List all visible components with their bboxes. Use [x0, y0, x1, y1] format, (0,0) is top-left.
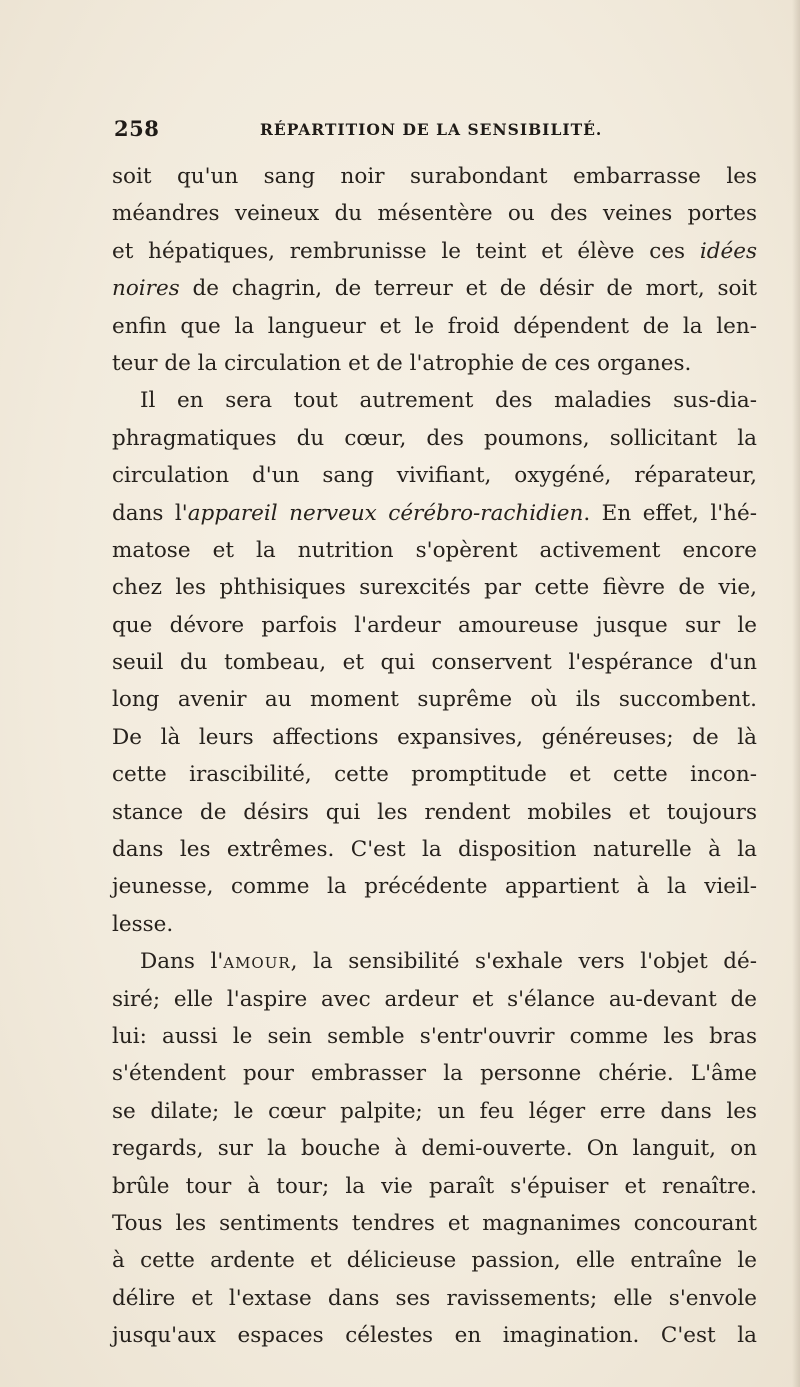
text-line: soit qu'un sang noir surabondant embarrasse les [112, 164, 757, 189]
italic-phrase: idées [699, 238, 757, 264]
text-line: lesse. [112, 911, 174, 937]
text-line: Dans l'AMOUR, la sensibilité s'exhale vers l'objet dé- [140, 949, 757, 975]
text-line: regards, sur la bouche à demi-ouverte. On languit, on [112, 1136, 757, 1162]
text-line: dans l'appareil nerveux cérébro-rachidien. En effet, l'hé- [112, 500, 757, 526]
text-line: cette irascibilité, cette promptitude et cette incon- [112, 762, 757, 788]
text-line: seuil du tombeau, et qui conservent l'espérance d'un [112, 650, 757, 676]
text-line: à cette ardente et délicieuse passion, elle entraîne le [112, 1248, 757, 1274]
small-caps-word: AMOUR [223, 954, 291, 973]
running-head [112, 116, 752, 146]
text-line: et hépatiques, rembrunisse le teint et élève ces idées [112, 238, 757, 264]
text-line: s'étendent pour embrasser la personne chérie. L'âme [112, 1061, 757, 1087]
running-title: RÉPARTITION DE LA SENSIBILITÉ. [260, 120, 603, 139]
text-line: brûle tour à tour; la vie paraît s'épuiser et renaître. [112, 1173, 757, 1199]
text-line: chez les phthisiques surexcités par cette fièvre de vie, [112, 575, 757, 601]
text-line: circulation d'un sang vivifiant, oxygéné, réparateur, [112, 463, 757, 489]
text-line: Il en sera tout autrement des maladies sus-dia- [140, 388, 757, 414]
text-line: teur de la circulation et de l'atrophie de ces organes. [112, 350, 692, 376]
text-line: dans les extrêmes. C'est la disposition naturelle à la [112, 837, 757, 863]
text-line: siré; elle l'aspire avec ardeur et s'élance au-devant de [112, 986, 757, 1012]
text-line: jusqu'aux espaces célestes en imagination. C'est la [112, 1323, 757, 1349]
text-line: méandres veineux du mésentère ou des veines portes [112, 201, 757, 227]
text-line: De là leurs affections expansives, généreuses; de là [112, 724, 757, 750]
text-line: stance de désirs qui les rendent mobiles et toujours [112, 799, 757, 825]
text-line: jeunesse, comme la précédente appartient à la vieil- [112, 874, 757, 900]
text-line: délire et l'extase dans ses ravissements; elle s'envole [112, 1285, 757, 1311]
italic-phrase: noires [112, 276, 180, 302]
text-line: matose et la nutrition s'opèrent activement encore [112, 537, 757, 563]
text-line: phragmatiques du cœur, des poumons, sollicitant la [112, 425, 757, 451]
page-number: 258 [114, 116, 160, 141]
page-edge-shadow [792, 0, 800, 1387]
italic-phrase: appareil nerveux cérébro-rachidien [187, 500, 584, 526]
text-line: enfin que la langueur et le froid dépendent de la len- [112, 313, 757, 339]
text-line: lui: aussi le sein semble s'entr'ouvrir comme les bras [112, 1023, 757, 1049]
text-line: se dilate; le cœur palpite; un feu léger erre dans les [112, 1098, 757, 1124]
text-line: noires de chagrin, de terreur et de désir de mort, soit [112, 276, 757, 302]
body-text [112, 158, 757, 1355]
text-line: long avenir au moment suprême où ils succombent. [112, 687, 757, 713]
text-line: que dévore parfois l'ardeur amoureuse jusque sur le [112, 612, 757, 638]
text-line: Tous les sentiments tendres et magnanimes concourant [112, 1210, 757, 1236]
